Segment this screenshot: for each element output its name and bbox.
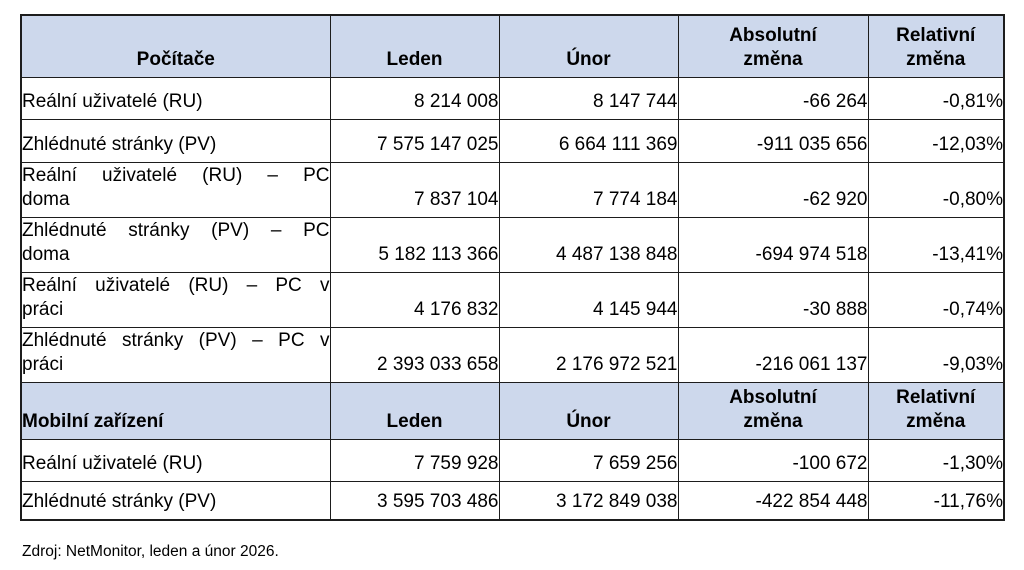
header-relativni-line2: změna (906, 48, 966, 70)
header-mobilni-zarizeni: Mobilní zařízení (21, 382, 330, 439)
cell-unor: 7 659 256 (499, 439, 678, 481)
table-row (21, 439, 1004, 481)
cell-leden: 4 176 832 (330, 272, 499, 327)
cell-rel-change: -0,80% (868, 162, 1004, 217)
header-pocitace: Počítače (21, 15, 330, 77)
header-relativni-zmena (868, 15, 1004, 77)
section-header-mobilni (21, 382, 1004, 439)
header-relativni-line1: Relativní (896, 387, 976, 408)
cell-label (21, 327, 330, 382)
cell-rel-change: -13,41% (868, 217, 1004, 272)
header-leden: Leden (330, 382, 499, 439)
label-line1: Reální uživatelé (RU) – PC (22, 165, 330, 186)
label-line1: Zhlédnuté stránky (PV) – PC (22, 220, 330, 241)
cell-label: Zhlédnuté stránky (PV) (21, 481, 330, 520)
cell-abs-change: -66 264 (678, 77, 868, 119)
cell-label: Reální uživatelé (RU) (21, 77, 330, 119)
table-row (21, 162, 1004, 217)
table-row (21, 119, 1004, 162)
header-relativni-line2: změna (906, 410, 966, 432)
cell-unor: 8 147 744 (499, 77, 678, 119)
cell-leden: 7 837 104 (330, 162, 499, 217)
cell-unor: 4 487 138 848 (499, 217, 678, 272)
cell-label (21, 162, 330, 217)
cell-unor: 2 176 972 521 (499, 327, 678, 382)
cell-leden: 7 759 928 (330, 439, 499, 481)
cell-unor: 7 774 184 (499, 162, 678, 217)
cell-label: Zhlédnuté stránky (PV) (21, 119, 330, 162)
header-absolutni-line1: Absolutní (729, 25, 817, 46)
header-absolutni-line2: změna (743, 48, 803, 70)
cell-rel-change: -12,03% (868, 119, 1004, 162)
cell-abs-change: -911 035 656 (678, 119, 868, 162)
cell-leden: 8 214 008 (330, 77, 499, 119)
cell-leden: 3 595 703 486 (330, 481, 499, 520)
table-row (21, 327, 1004, 382)
cell-label: Reální uživatelé (RU) (21, 439, 330, 481)
cell-rel-change: -9,03% (868, 327, 1004, 382)
header-unor: Únor (499, 15, 678, 77)
cell-abs-change: -216 061 137 (678, 327, 868, 382)
source-note: Zdroj: NetMonitor, leden a únor 2026. (22, 543, 279, 560)
cell-unor: 3 172 849 038 (499, 481, 678, 520)
header-absolutni-line1: Absolutní (729, 387, 817, 408)
table-row (21, 217, 1004, 272)
section-header-pocitace (21, 15, 1004, 77)
cell-rel-change: -0,81% (868, 77, 1004, 119)
cell-rel-change: -1,30% (868, 439, 1004, 481)
cell-rel-change: -0,74% (868, 272, 1004, 327)
header-absolutni-line2: změna (743, 410, 803, 432)
header-relativni-zmena (868, 382, 1004, 439)
table-row (21, 272, 1004, 327)
cell-unor: 4 145 944 (499, 272, 678, 327)
label-line2: doma (22, 188, 70, 210)
cell-abs-change: -100 672 (678, 439, 868, 481)
netmonitor-stats-table (20, 14, 1005, 521)
cell-leden: 2 393 033 658 (330, 327, 499, 382)
cell-abs-change: -422 854 448 (678, 481, 868, 520)
header-absolutni-zmena (678, 15, 868, 77)
label-line1: Reální uživatelé (RU) – PC v (22, 275, 330, 296)
table-row (21, 77, 1004, 119)
label-line2: práci (22, 298, 64, 320)
table-row (21, 481, 1004, 520)
cell-label (21, 217, 330, 272)
header-unor: Únor (499, 382, 678, 439)
label-line2: práci (22, 353, 64, 375)
header-leden: Leden (330, 15, 499, 77)
cell-rel-change: -11,76% (868, 481, 1004, 520)
header-absolutni-zmena (678, 382, 868, 439)
cell-unor: 6 664 111 369 (499, 119, 678, 162)
header-relativni-line1: Relativní (896, 25, 976, 46)
cell-abs-change: -30 888 (678, 272, 868, 327)
label-line1: Zhlédnuté stránky (PV) – PC v (22, 330, 330, 351)
cell-leden: 5 182 113 366 (330, 217, 499, 272)
cell-abs-change: -62 920 (678, 162, 868, 217)
cell-abs-change: -694 974 518 (678, 217, 868, 272)
cell-label (21, 272, 330, 327)
label-line2: doma (22, 243, 70, 265)
cell-leden: 7 575 147 025 (330, 119, 499, 162)
